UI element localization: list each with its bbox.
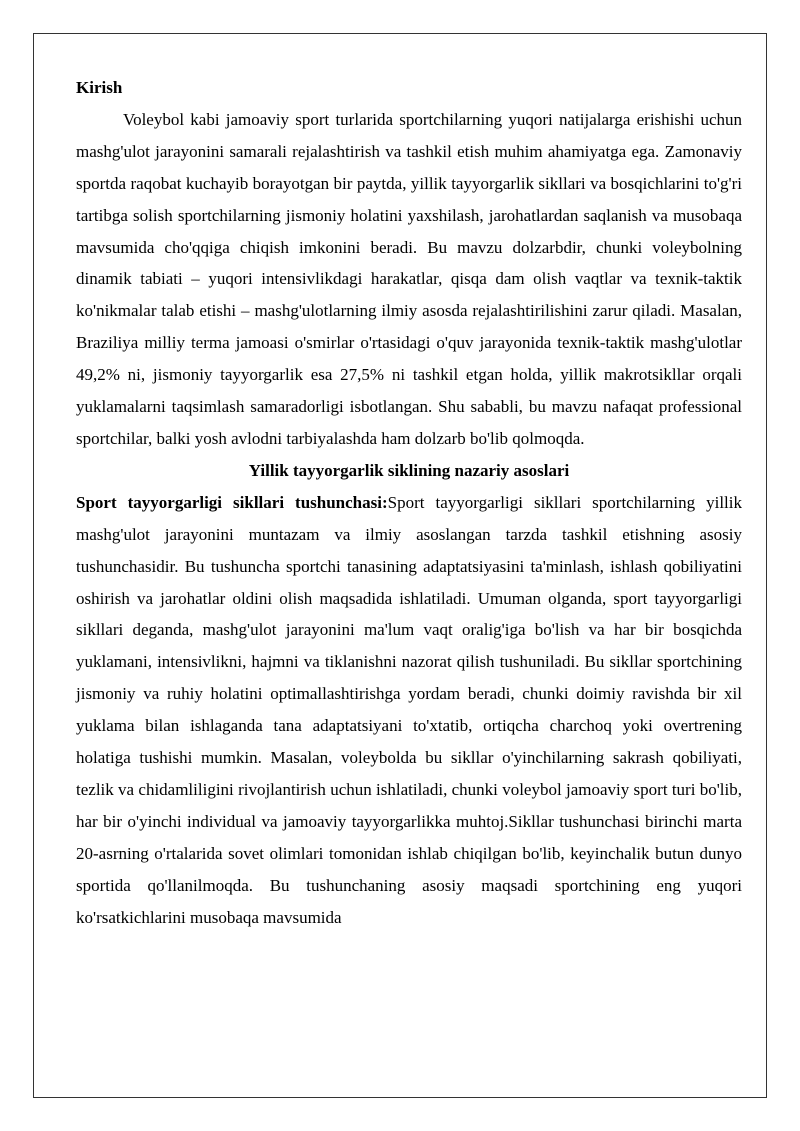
section-lead-term: Sport tayyorgarligi sikllari tushunchasi: <box>76 492 388 512</box>
section-heading: Yillik tayyorgarlik siklining nazariy asoslari <box>248 460 570 480</box>
document-body <box>76 72 742 933</box>
intro-paragraph: Voleybol kabi jamoaviy sport turlarida sportchilarning yuqori natijalarga erishishi uchun mashg'ulot jarayonini samarali rejalashtirish va tashkil etish muhim ahamiyatga ega. Zamonaviy sportda raqobat kuchayib borayotgan bir paytda, yillik tayyorgarlik sikllari va bosqichlarini to'g'ri tartibga solish sportchilarning jismoniy holatini yaxshilash, jarohatlardan saqlanish va musobaqa mavsumida cho'qqiga chiqish imkonini beradi. Bu mavzu dolzarbdir, chunki voleybolning dinamik tabiati – yuqori intensivlikdagi harakatlar, qisqa dam olish vaqtlar va texnik-taktik ko'nikmalar talab etishi – mashg'ulotlarning ilmiy asosda rejalashtirilishini zarur qiladi. Masalan, Braziliya milliy terma jamoasi o'smirlar o'rtasidagi o'quv jarayonida texnik-taktik mashg'ulotlar 49,2% ni, jismoniy tayyorgarlik esa 27,5% ni tashkil etgan holda, yillik makrotsikllar orqali yuklamalarni taqsimlash samaradorligi isbotlangan. Shu sababli, bu mavzu nafaqat professional sportchilar, balki yosh avlodni tarbiyalashda ham dolzarb bo'lib qolmoqda. <box>76 109 742 448</box>
intro-heading: Kirish <box>76 78 123 97</box>
section-paragraph-text: Sport tayyorgarligi sikllari sportchilarning yillik mashg'ulot jarayonini muntazam va ilmiy asoslangan tarzda tashkil etishning asosiy tushunchasidir. Bu tushuncha sportchi tanasining adaptatsiyasini ta'minlash, ishlash qobiliyatini oshirish va jarohatlar oldini olish maqsadida ishlatiladi. Umuman olganda, sport tayyorgarligi sikllari deganda, mashg'ulot jarayonini ma'lum vaqt oralig'iga bo'lish va har bir bosqichda yuklamani, intensivlikni, hajmni va tiklanishni nazorat qilish tushuniladi. Bu sikllar sportchining jismoniy va ruhiy holatini optimallashtirishga yordam beradi, chunki doimiy ravishda bir xil yuklama bilan ishlaganda tana adaptatsiyani to'xtatib, ortiqcha charchoq yoki overtrening holatiga tushishi mumkin. Masalan, voleybolda bu sikllar o'yinchilarning sakrash qobiliyati, tezlik va chidamliligini rivojlantirish uchun ishlatiladi, chunki voleybol jamoaviy sport turi bo'lib, har bir o'yinchi individual va jamoaviy tayyorgarlikka muhtoj.Sikllar tushunchasi birinchi marta 20-asrning o'rtalarida sovet olimlari tomonidan ishlab chiqilgan bo'lib, keyinchalik butun dunyo sportida qo'llanilmoqda. Bu tushunchaning asosiy maqsadi sportchining eng yuqori ko'rsatkichlarini musobaqa mavsumida <box>76 492 742 927</box>
section-paragraph <box>76 487 742 934</box>
